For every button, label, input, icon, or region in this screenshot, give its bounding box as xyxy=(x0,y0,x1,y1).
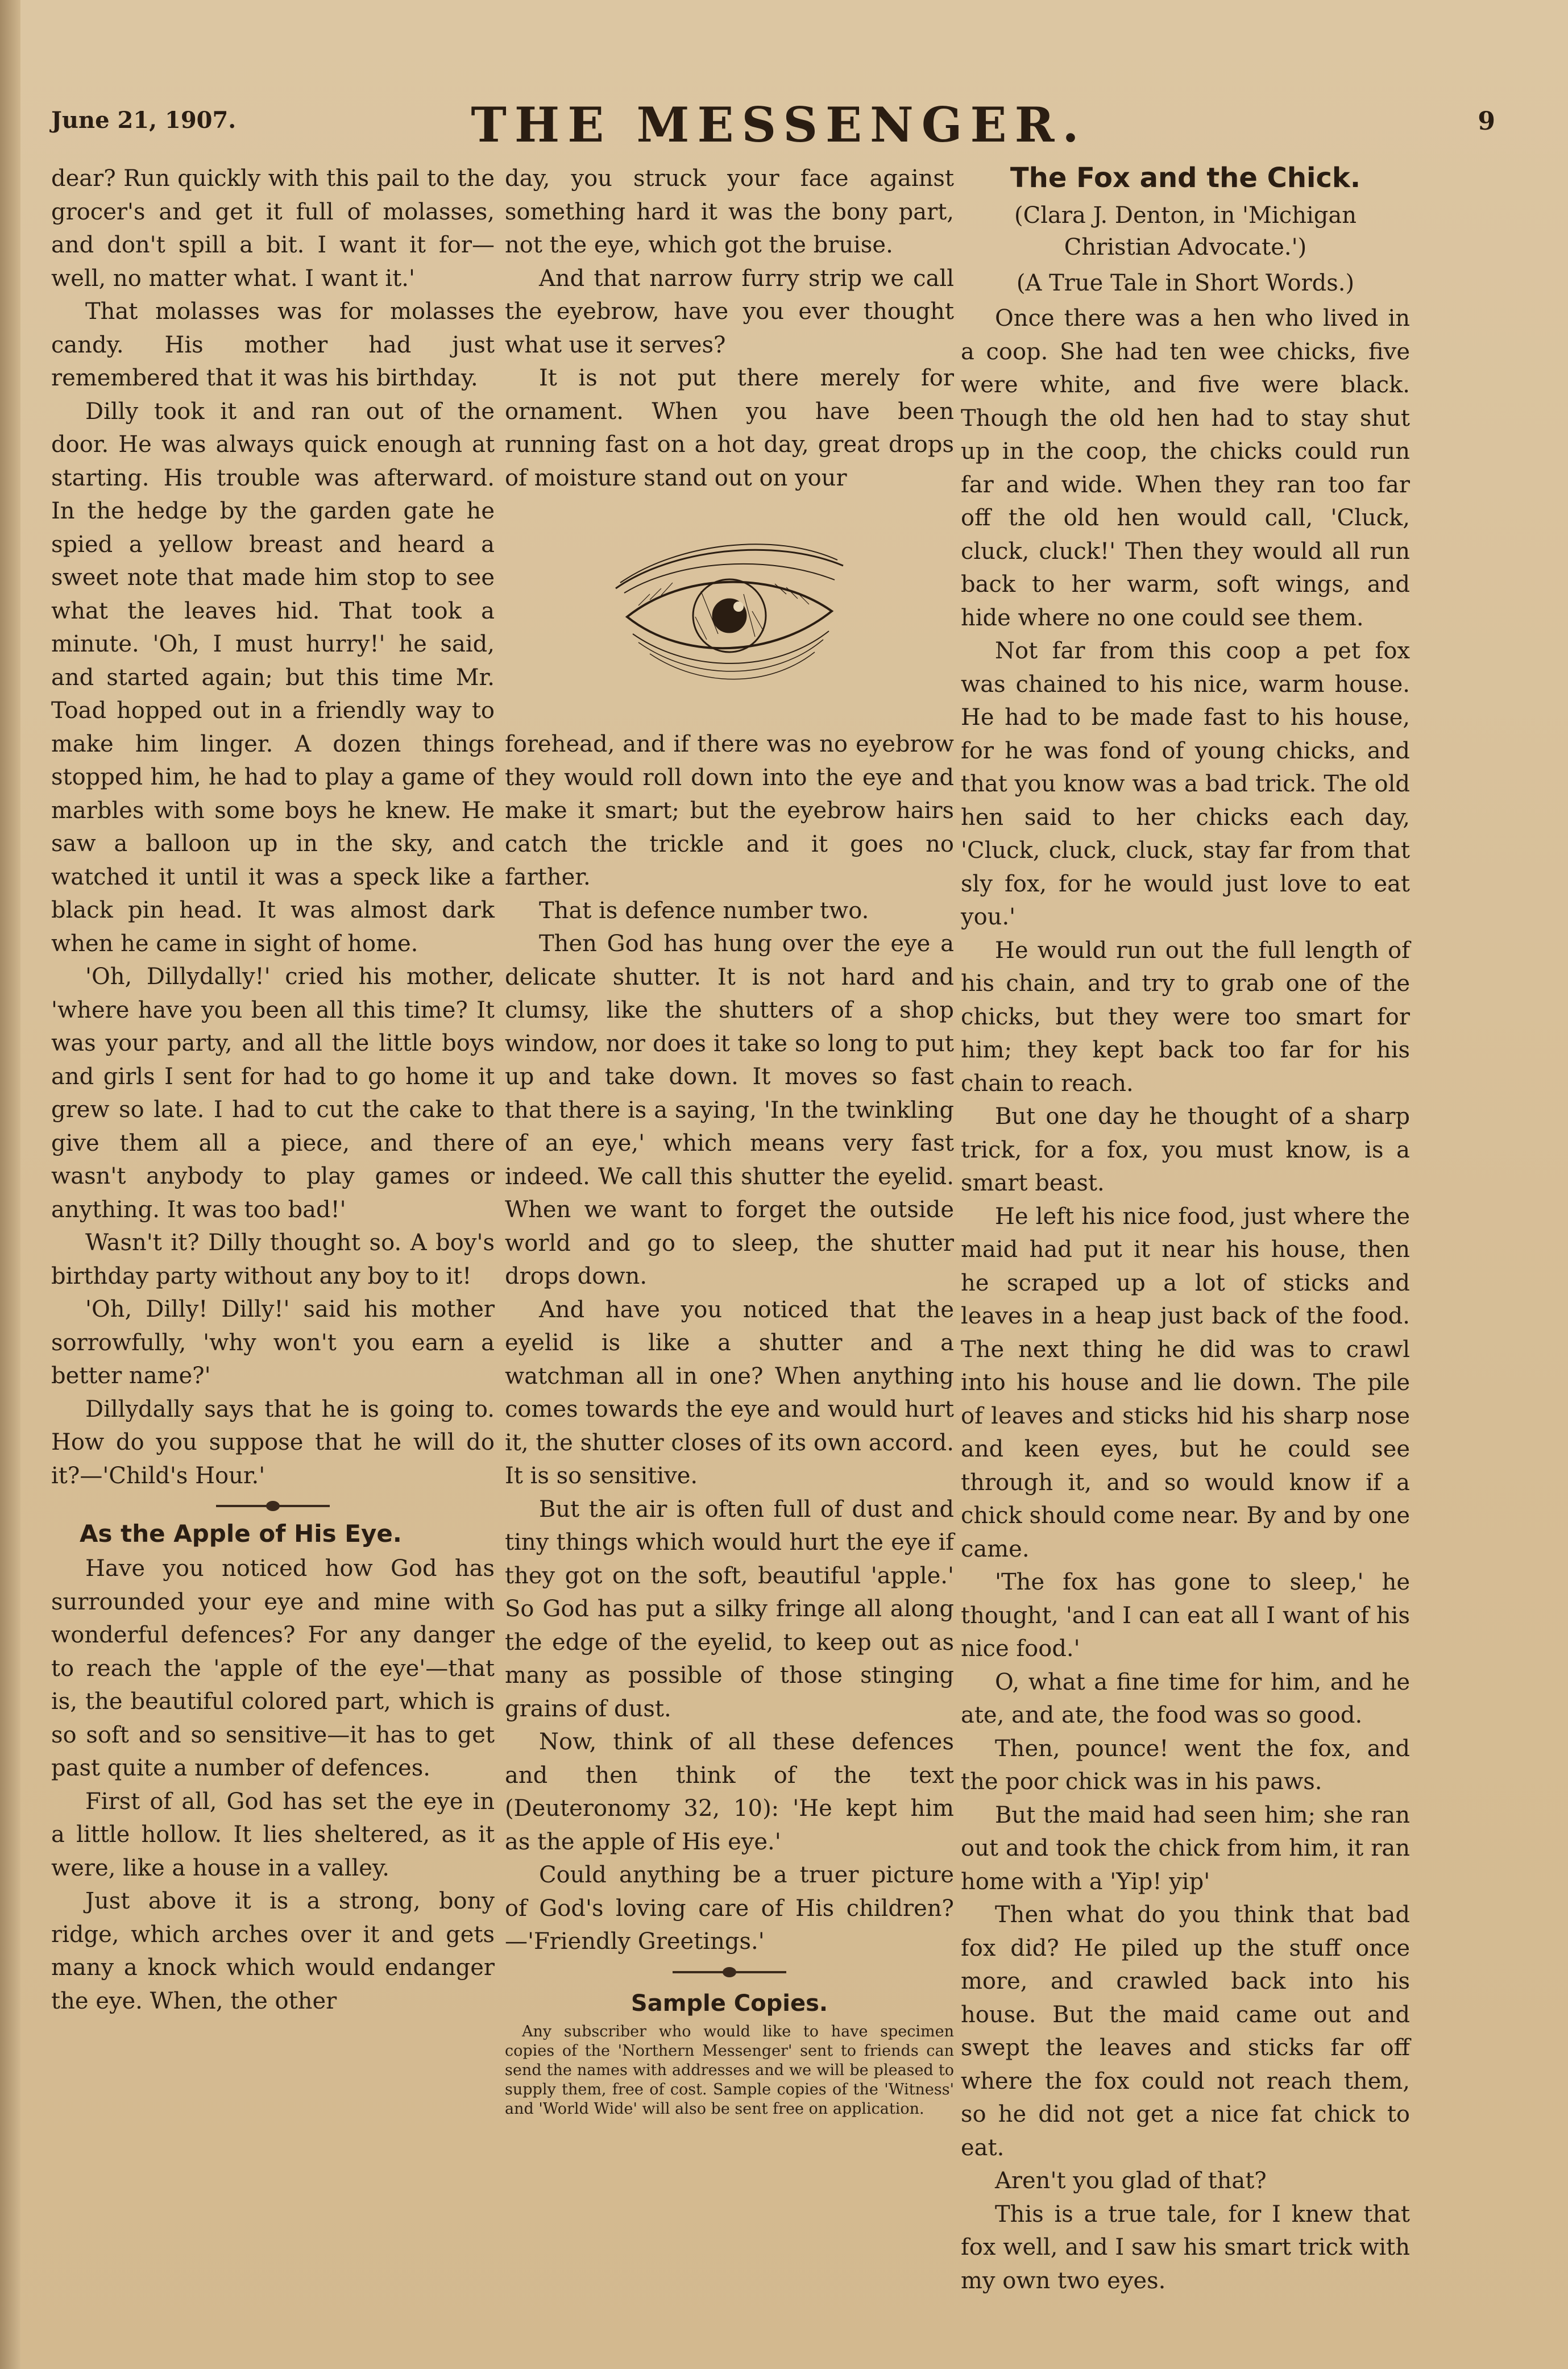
masthead-title: THE MESSENGER. xyxy=(471,97,1087,153)
paragraph: dear? Run quickly with this pail to the grocer's and get it full of molasses, and don't spill a bit. I want it for—well, no matter what. I want it.' xyxy=(51,165,495,292)
paragraph: And that narrow furry strip we call the eyebrow, have you ever thought what use it serves? xyxy=(505,265,954,358)
page-edge xyxy=(0,0,20,2369)
paragraph: First of all, God has set the eye in a little hollow. It lies sheltered, as it were, like a house in a valley. xyxy=(51,1788,495,1881)
paragraph: 'Oh, Dillydally!' cried his mother, 'where have you been all this time? It was your party, and all the little boys and girls I sent for had to go home it grew so late. I had to cut the cake to give them all a piece, and there wasn't anybody to play games or anything. It was too bad!' xyxy=(51,964,495,1223)
column-2 xyxy=(505,162,954,2119)
paragraph: It is not put there merely for ornament. When you have been running fast on a hot day, great drops of moisture stand out on your xyxy=(505,365,954,491)
article-subtitle: (A True Tale in Short Words.) xyxy=(1016,270,1355,296)
paragraph: That is defence number two. xyxy=(539,897,869,924)
paragraph: Just above it is a strong, bony ridge, which arches over it and gets many a knock which would endanger the eye. When, the other xyxy=(51,1888,495,2014)
page-number: 9 xyxy=(1478,107,1495,136)
section-divider xyxy=(216,1505,330,1507)
paragraph: Could anything be a truer picture of God's loving care of His children?—'Friendly Greetings.' xyxy=(505,1862,954,1955)
paragraph: Aren't you glad of that? xyxy=(995,2168,1267,2194)
notice-text: Any subscriber who would like to have specimen copies of the 'Northern Messenger' sent to friends can send the names with addresses and we will be pleased to supply them, free of cost. Sample copies of the 'Witness' and 'World Wide' will also be sent free on application. xyxy=(505,2022,954,2118)
paragraph: Then God has hung over the eye a delicate shutter. It is not hard and clumsy, like the shutters of a shop window, nor does it take so long to put up and take down. It moves so fast that there is a saying, 'In the twinkling of an eye,' which means very fast indeed. We call this shutter the eyelid. When we want to forget the outside world and go to sleep, the shutter drops down. xyxy=(505,931,954,1289)
paragraph: But one day he thought of a sharp trick, for a fox, you must know, is a smart beast. xyxy=(961,1103,1410,1196)
paragraph: Not far from this coop a pet fox was chained to his nice, warm house. He had to be made fast to his house, for he was fond of young chicks, and that you know was a bad trick. The old hen said to her chicks each day, 'Cluck, cluck, cluck, stay far from that sly fox, for he would just love to eat you.' xyxy=(961,638,1410,930)
issue-date: June 21, 1907. xyxy=(51,107,237,134)
notice-title: Sample Copies. xyxy=(630,1990,828,2017)
paragraph: 'Oh, Dilly! Dilly!' said his mother sorrowfully, 'why won't you earn a better name?' xyxy=(51,1296,495,1389)
paragraph: forehead, and if there was no eyebrow they would roll down into the eye and make it smart; but the eyebrow hairs catch the trickle and it goes no farther. xyxy=(505,731,954,890)
paragraph: He would run out the full length of his chain, and try to grab one of the chicks, but they were too smart for him; they kept back too far for his chain to reach. xyxy=(961,937,1410,1097)
paragraph: Now, think of all these defences and then think of the text (Deuteronomy 32, 10): 'He kept him as the apple of His eye.' xyxy=(505,1729,954,1855)
paragraph: 'The fox has gone to sleep,' he thought, 'and I can eat all I want of his nice food.' xyxy=(961,1569,1410,1662)
paragraph: day, you struck your face against something hard it was the bony part, not the eye, which got the bruise. xyxy=(505,165,954,258)
paragraph: O, what a fine time for him, and he ate, and ate, the food was so good. xyxy=(961,1669,1410,1728)
article-title: The Fox and the Chick. xyxy=(1010,162,1361,194)
page-header xyxy=(51,97,1507,165)
paragraph: That molasses was for molasses candy. His mother had just remembered that it was his birthday. xyxy=(51,298,495,391)
eye-illustration xyxy=(505,495,954,728)
paragraph: Once there was a hen who lived in a coop. She had ten wee chicks, five were white, and five were black. Though the old hen had to stay shut up in the coop, the chicks could run far and wide. When they ran too far off the old hen would call, 'Cluck, cluck, cluck!' Then they would all run back to her warm, soft wings, and hide where no one could see them. xyxy=(961,305,1410,631)
article-credit: (Clara J. Denton, in 'Michigan Christian Advocate.') xyxy=(1014,202,1357,260)
eye-engraving xyxy=(604,526,854,696)
paragraph: Wasn't it? Dilly thought so. A boy's birthday party without any boy to it! xyxy=(51,1230,495,1289)
paragraph: He left his nice food, just where the maid had put it near his house, then he scraped up a lot of sticks and leaves in a heap just back of the food. The next thing he did was to crawl into his house and lie down. The pile of leaves and sticks hid his sharp nose and keen eyes, but he could see through it, and so would know if a chick should come near. By and by one came. xyxy=(961,1203,1410,1562)
paragraph: Then, pounce! went the fox, and the poor chick was in his paws. xyxy=(961,1735,1410,1795)
column-3 xyxy=(961,162,1410,2297)
paragraph: Have you noticed how God has surrounded your eye and mine with wonderful defences? For any danger to reach the 'apple of the eye'—that is, the beautiful colored part, which is so soft and so sensitive—it has to get past quite a number of defences. xyxy=(51,1555,495,1781)
paragraph: But the maid had seen him; she ran out and took the chick from him, it ran home with a 'Yip! yip' xyxy=(961,1802,1410,1895)
paragraph: But the air is often full of dust and tiny things which would hurt the eye if they got on the soft, beautiful 'apple.' So God has put a silky fringe all along the edge of the eyelid, to keep out as many as possible of those stinging grains of dust. xyxy=(505,1496,954,1722)
section-divider xyxy=(673,1971,786,1973)
paragraph: Then what do you think that bad fox did? He piled up the stuff once more, and crawled back into his house. But the maid came out and swept the leaves and sticks far off where the fox could not reach them, so he did not get a nice fat chick to eat. xyxy=(961,1902,1410,2161)
column-1 xyxy=(51,162,495,2018)
paragraph: Dilly took it and ran out of the door. He was always quick enough at starting. His trouble was afterward. In the hedge by the garden gate he spied a yellow breast and heard a sweet note that made him stop to see what the leaves hid. That took a minute. 'Oh, I must hurry!' he said, and started again; but this time Mr. Toad hopped out in a friendly way to make him linger. A dozen things stopped him, he had to play a game of marbles with some boys he knew. He saw a balloon up in the sky, and watched it until it was a speck like a black pin head. It was almost dark when he came in sight of home. xyxy=(51,398,495,957)
paragraph: Dillydally says that he is going to. How do you suppose that he will do it?—'Child's Hour.' xyxy=(51,1396,495,1489)
paragraph: This is a true tale, for I knew that fox well, and I saw his smart trick with my own two eyes. xyxy=(961,2201,1410,2294)
paragraph: And have you noticed that the eyelid is like a shutter and a watchman all in one? When anything comes towards the eye and would hurt it, the shutter closes of its own accord. It is so sensitive. xyxy=(505,1296,954,1489)
article-title: As the Apple of His Eye. xyxy=(80,1520,402,1547)
